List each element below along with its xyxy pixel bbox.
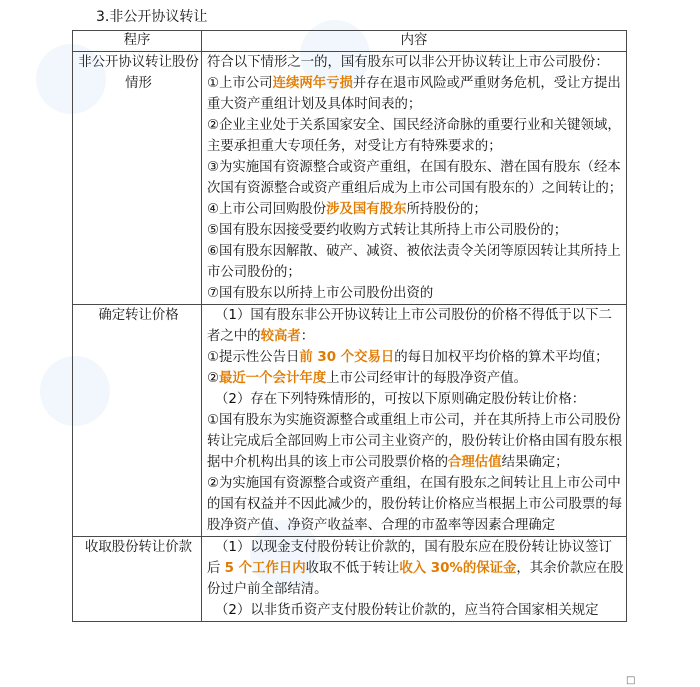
content-text: 上市公司经审计的每股净资产值。 [326, 371, 527, 386]
content-text: ⑥国有股东因解散、破产、减资、被依法责令关闭等原因转让其所持上市公司股份的； [207, 244, 621, 280]
content-text: 并存在退市风险或严重财务危机，受让方提出重大资产重组计划及具体时间表的； [207, 76, 621, 112]
content-paragraph [207, 241, 624, 283]
highlighted-text: 涉及国有股东 [326, 202, 407, 217]
content-paragraph [207, 52, 624, 73]
program-cell [73, 305, 202, 537]
content-paragraph [207, 600, 624, 621]
content-text: ，其余价款应在股份过户前全部结清。 [207, 561, 624, 597]
content-paragraph [207, 473, 624, 536]
content-text: 所持股份的； [406, 202, 487, 217]
content-text: ⑤国有股东因接受要约收购方式转让其所持上市公司股份的； [207, 223, 568, 238]
content-text: 符合以下情形之一的，国有股东可以非公开协议转让上市公司股份： [207, 55, 609, 70]
table-header-row [73, 31, 627, 52]
content-text: ②为实施国有资源整合或资产重组，在国有股东之间转让且上市公司中的国有权益并不因此减少的，股份转让价格应当根据上市公司股票的每股净资产值、净资产收益率、合理的市盈率等因素合理确定 [207, 476, 623, 533]
highlighted-text: 最近一个会计年度 [219, 371, 327, 386]
table-row [73, 537, 627, 622]
header-content: 内容 [202, 31, 627, 52]
content-text: ①提示性公告日 [207, 350, 300, 365]
program-cell [73, 52, 202, 305]
content-paragraph [207, 115, 624, 157]
table-row [73, 52, 627, 305]
content-text: 的每日加权平均价格的算术平均值； [394, 350, 609, 365]
highlighted-text: 较高者 [260, 329, 301, 344]
content-text: （1）国有股东非公开协议转让上市公司股份的价格不得低于以下二者之中的 [207, 308, 612, 344]
content-text: 结果确定； [501, 455, 569, 470]
content-paragraph [207, 283, 624, 304]
content-paragraph [207, 73, 624, 115]
highlighted-text: 连续两年亏损 [272, 76, 353, 91]
content-cell [202, 305, 627, 537]
program-label: 收取股份转让价款 [84, 540, 193, 555]
content-text: ④上市公司回购股份 [207, 202, 327, 217]
content-paragraph [207, 410, 624, 473]
highlighted-text: 收入 30%的保证金 [399, 561, 517, 576]
table-resize-handle-icon[interactable]: □ [626, 675, 636, 686]
content-paragraph [207, 368, 624, 389]
content-text: ①国有股东为实施资源整合或重组上市公司，并在其所持上市公司股份转让完成后全部回购上市公司主业资产的，股份转让价格由国有股东根据中介机构出具的该上市公司股票价格的 [207, 413, 623, 470]
highlighted-text: 5 个工作日内 [224, 561, 306, 576]
section-title: 3.非公开协议转让 [96, 9, 208, 25]
content-text: （1）以现金支付股份转让价款的，国有股东应在股份转让协议签订后 [207, 540, 612, 576]
content-paragraph [207, 347, 624, 368]
content-paragraph [207, 199, 624, 220]
content-text: 收取不低于转让 [305, 561, 400, 576]
transfer-procedure-table [72, 30, 627, 622]
content-text: （2）以非货币资产支付股份转让价款的，应当符合国家相关规定 [215, 603, 599, 618]
content-text: ： [300, 329, 315, 344]
program-label: 非公开协议转让股份情形 [78, 55, 199, 91]
header-program: 程序 [73, 31, 202, 52]
content-cell [202, 52, 627, 305]
content-text: ⑦国有股东以所持上市公司股份出资的 [207, 286, 434, 301]
content-paragraph [207, 220, 624, 241]
highlighted-text: 前 30 个交易日 [299, 350, 395, 365]
content-text: ②企业主业处于关系国家安全、国民经济命脉的重要行业和关键领域，主要承担重大专项任务，对受让方有特殊要求的； [207, 118, 621, 154]
content-paragraph [207, 537, 624, 600]
content-cell [202, 537, 627, 622]
program-label: 确定转让价格 [98, 308, 179, 323]
program-cell [73, 537, 202, 622]
content-paragraph [207, 157, 624, 199]
table-row [73, 305, 627, 537]
content-text: （2）存在下列特殊情形的，可按以下原则确定股份转让价格： [215, 392, 586, 407]
content-text: ③为实施国有资源整合或资产重组，在国有股东、潜在国有股东（经本次国有资源整合或资产重组后成为上市公司国有股东的）之间转让的； [207, 160, 623, 196]
content-text: ② [207, 371, 220, 386]
content-text: ①上市公司 [207, 76, 273, 91]
content-paragraph [207, 389, 624, 410]
highlighted-text: 合理估值 [448, 455, 502, 470]
content-paragraph [207, 305, 624, 347]
